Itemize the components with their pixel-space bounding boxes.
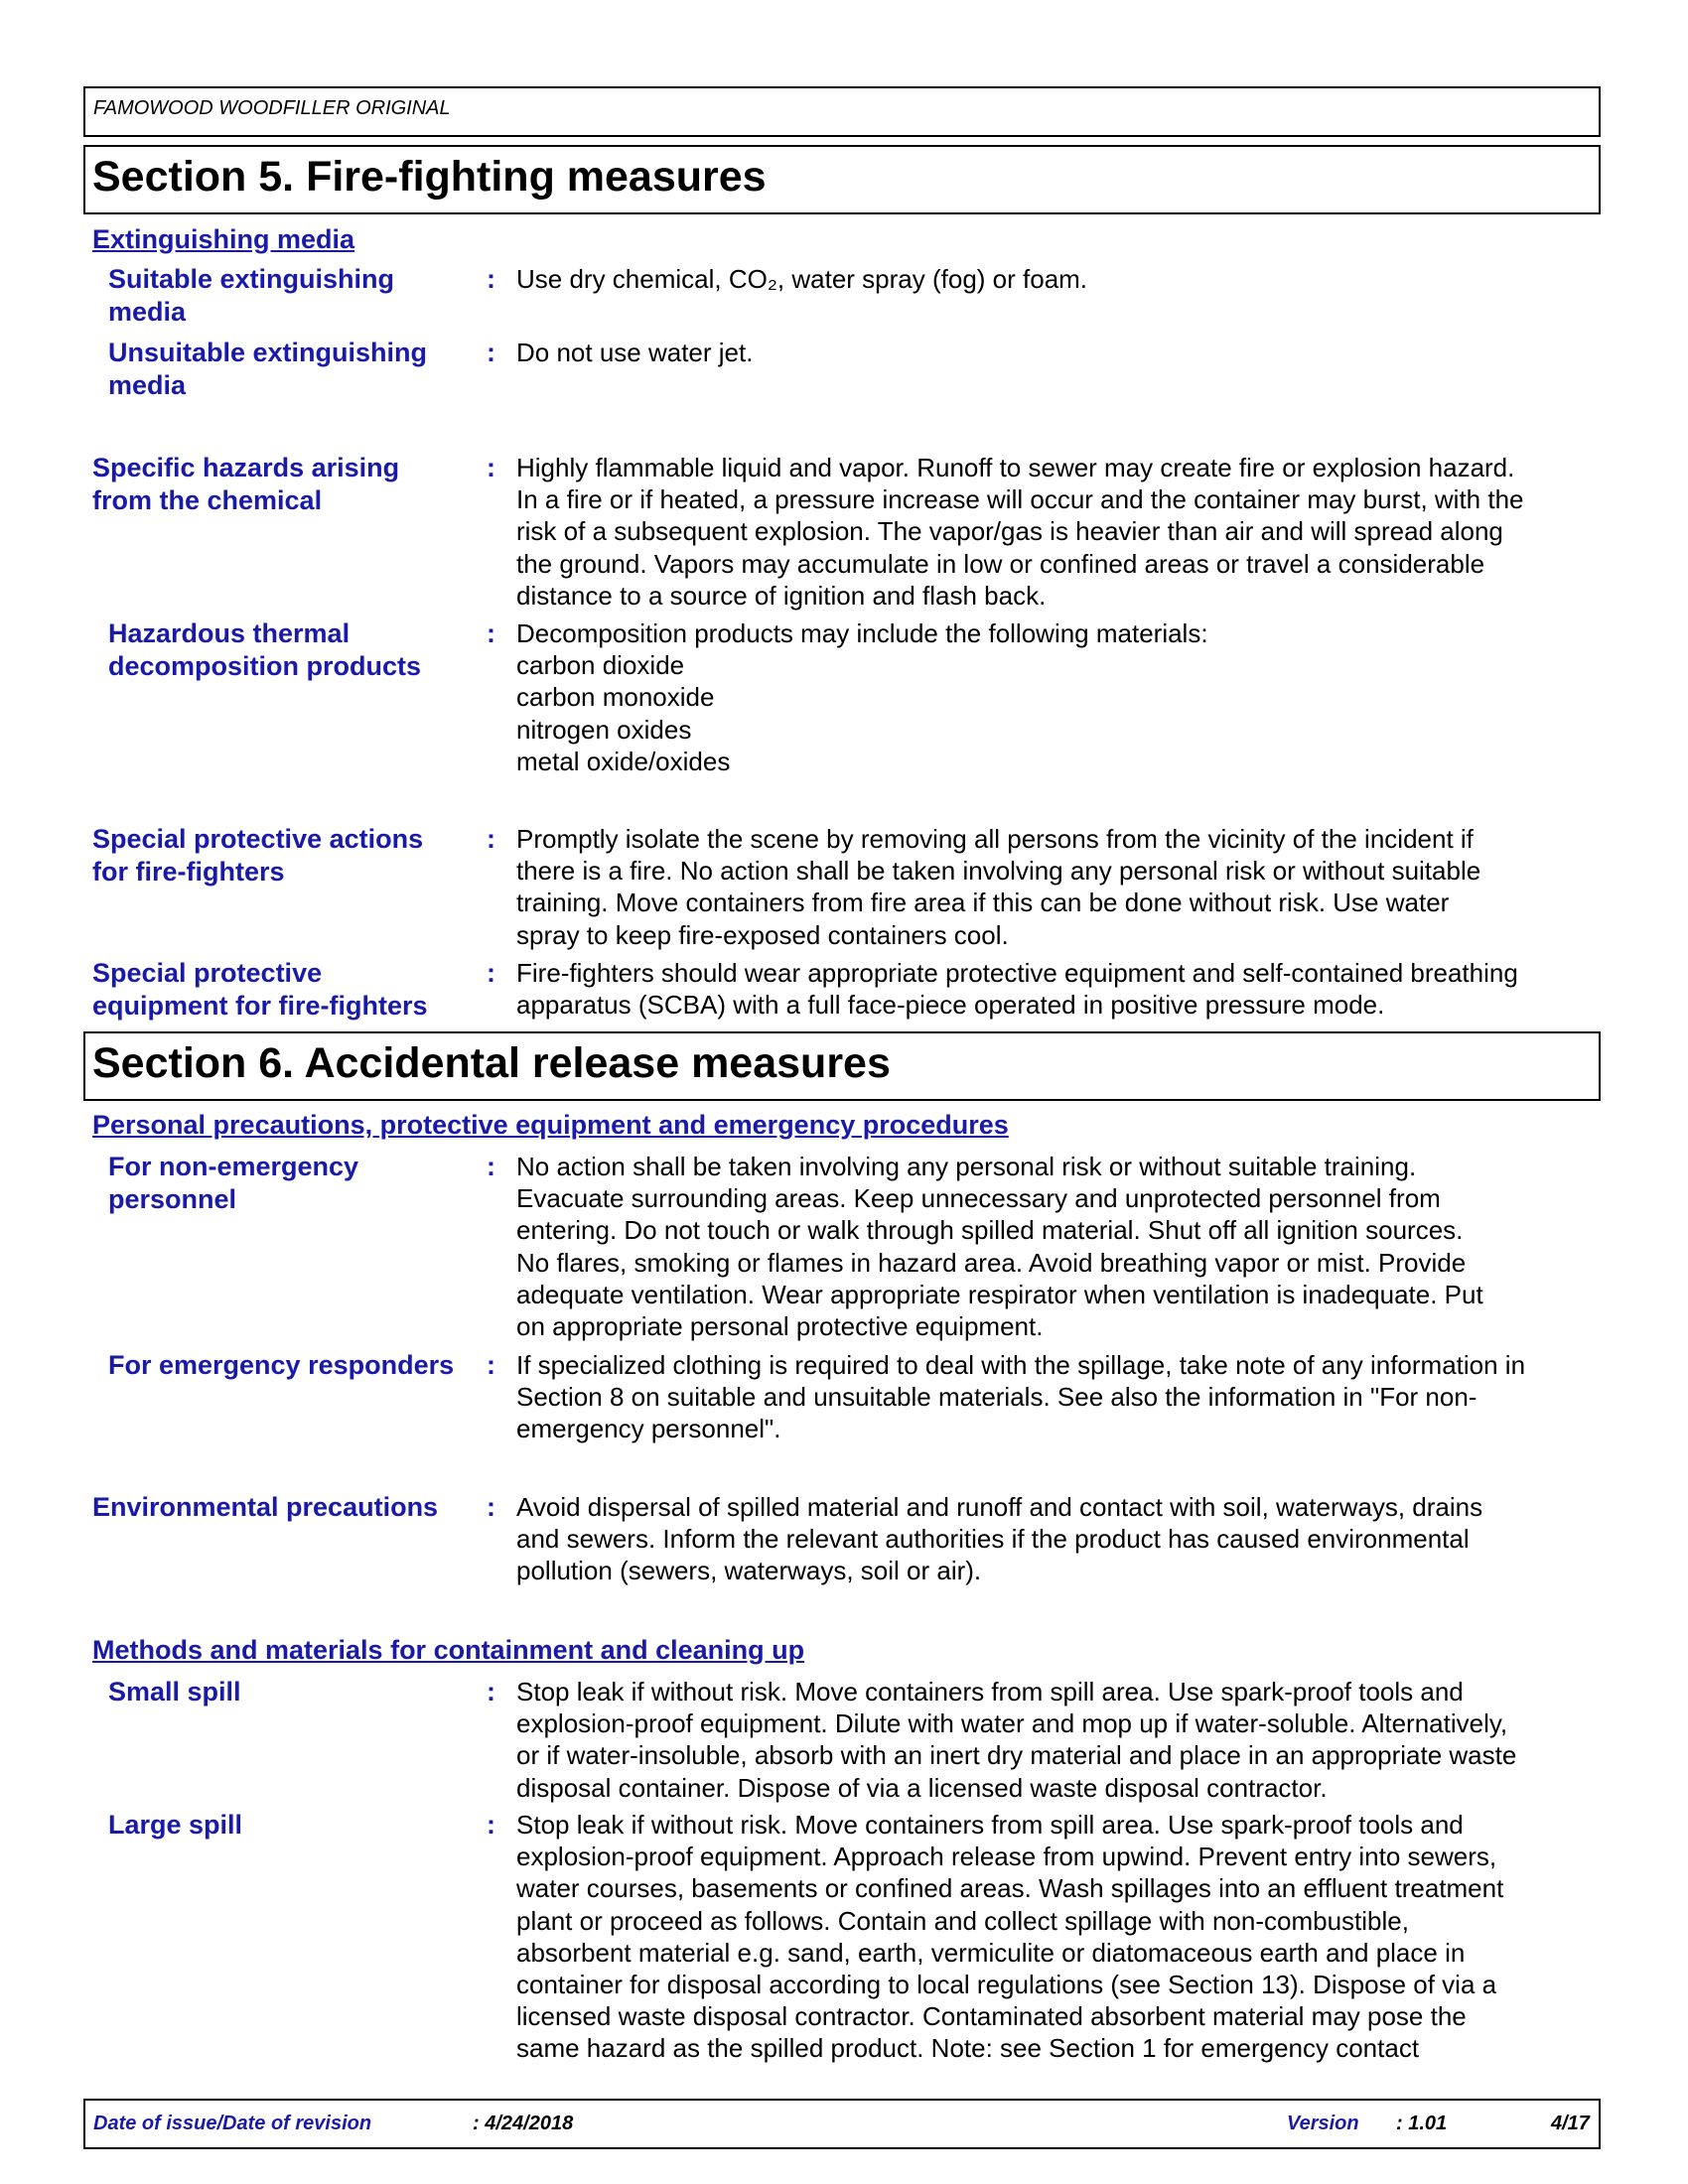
text-line: Do not use water jet. bbox=[516, 338, 754, 367]
text-line: Decomposition products may include the following materials: bbox=[516, 618, 1208, 648]
text-line: plant or proceed as follows. Contain and collect spillage with non-combustible, bbox=[516, 1905, 1409, 1936]
colon: : bbox=[487, 338, 495, 367]
field-label bbox=[108, 1676, 476, 1708]
text-line: disposal container. Dispose of via a licensed waste disposal contractor. bbox=[516, 1772, 1328, 1803]
text-line: explosion-proof equipment. Dilute with water and mop up if water-soluble. Alternatively, bbox=[516, 1708, 1508, 1739]
text-line: for fire-fighters bbox=[92, 857, 285, 887]
text-line: risk of a subsequent explosion. The vapor/gas is heavier than air and will spread along bbox=[516, 516, 1503, 547]
text-line: metal oxide/oxides bbox=[516, 746, 731, 776]
field-label bbox=[108, 263, 476, 329]
colon: : bbox=[487, 824, 495, 854]
colon: : bbox=[487, 1350, 495, 1380]
text-line: and sewers. Inform the relevant authorities if the product has caused environmental bbox=[516, 1524, 1470, 1555]
field-value bbox=[516, 957, 1609, 1021]
date-label: Date of issue/Date of revision bbox=[93, 2113, 372, 2134]
text-line: same hazard as the spilled product. Note: see Section 1 for emergency contact bbox=[516, 2033, 1420, 2064]
section-5-title: Section 5. Fire-fighting measures bbox=[92, 153, 767, 201]
field-value bbox=[516, 1491, 1609, 1587]
text-line: Unsuitable extinguishing bbox=[108, 338, 428, 367]
product-header bbox=[83, 86, 1601, 137]
version-value: : 1.01 bbox=[1396, 2113, 1448, 2134]
text-line: entering. Do not touch or walk through spilled material. Shut off all ignition sources. bbox=[516, 1215, 1464, 1246]
field-value bbox=[516, 1809, 1609, 2065]
text-line: licensed waste disposal contractor. Contaminated absorbent material may pose the bbox=[516, 2001, 1467, 2032]
text-line: Highly flammable liquid and vapor. Runoff to sewer may create fire or explosion hazard. bbox=[516, 453, 1515, 482]
section-5-header bbox=[83, 145, 1601, 214]
field-value bbox=[516, 1676, 1609, 1804]
field-label bbox=[108, 1349, 486, 1382]
text-line: distance to a source of ignition and flash back. bbox=[516, 580, 1047, 611]
text-line: emergency personnel". bbox=[516, 1414, 781, 1444]
text-line: adequate ventilation. Wear appropriate respirator when ventilation is inadequate. Put bbox=[516, 1279, 1483, 1309]
colon: : bbox=[487, 1810, 495, 1840]
field-label bbox=[108, 1809, 476, 1842]
page-number: 4/17 bbox=[1551, 2113, 1590, 2134]
text-line: Stop leak if without risk. Move containers from spill area. Use spark-proof tools and bbox=[516, 1810, 1464, 1840]
section-6-header bbox=[83, 1031, 1601, 1101]
field-value bbox=[516, 263, 1609, 295]
product-name: FAMOWOOD WOODFILLER ORIGINAL bbox=[93, 97, 451, 119]
colon: : bbox=[487, 958, 495, 988]
field-value bbox=[516, 452, 1609, 612]
colon: : bbox=[487, 264, 495, 294]
date-value: : 4/24/2018 bbox=[473, 2113, 574, 2134]
text-line: explosion-proof equipment. Approach release from upwind. Prevent entry into sewers, bbox=[516, 1842, 1497, 1872]
colon: : bbox=[487, 1677, 495, 1706]
text-line: No action shall be taken involving any personal risk or without suitable training. bbox=[516, 1152, 1417, 1181]
text-line: carbon monoxide bbox=[516, 682, 715, 713]
field-label bbox=[108, 337, 476, 402]
colon: : bbox=[487, 618, 495, 648]
field-label bbox=[108, 617, 476, 683]
text-line: decomposition products bbox=[108, 651, 422, 681]
colon: : bbox=[487, 453, 495, 482]
text-line: Promptly isolate the scene by removing all persons from the vicinity of the incident if bbox=[516, 824, 1474, 854]
text-line: For emergency responders bbox=[108, 1350, 455, 1380]
text-line: on appropriate personal protective equipment. bbox=[516, 1311, 1044, 1342]
text-line: apparatus (SCBA) with a full face-piece operated in positive pressure mode. bbox=[516, 990, 1385, 1021]
field-value bbox=[516, 1349, 1609, 1445]
version-label: Version bbox=[1287, 2113, 1359, 2134]
text-line: For non-emergency bbox=[108, 1152, 359, 1181]
text-line: the ground. Vapors may accumulate in low or confined areas or travel a considerable bbox=[516, 548, 1485, 579]
section-6-title: Section 6. Accidental release measures bbox=[92, 1039, 891, 1087]
text-line: Large spill bbox=[108, 1810, 243, 1840]
text-line: equipment for fire-fighters bbox=[92, 991, 428, 1021]
text-line: there is a fire. No action shall be taken involving any personal risk or without suitable bbox=[516, 856, 1481, 887]
text-line: media bbox=[108, 370, 187, 400]
text-line: Hazardous thermal bbox=[108, 618, 351, 648]
text-line: container for disposal according to local regulations (see Section 13). Dispose of via a bbox=[516, 1970, 1497, 2000]
field-label bbox=[92, 452, 490, 517]
field-value bbox=[516, 617, 1609, 777]
text-line: Use dry chemical, CO₂, water spray (fog) or foam. bbox=[516, 264, 1088, 294]
text-line: nitrogen oxides bbox=[516, 714, 692, 745]
field-value bbox=[516, 337, 1609, 368]
personal-precautions-heading: Personal precautions, protective equipment and emergency procedures bbox=[92, 1110, 1009, 1140]
field-label bbox=[92, 957, 490, 1023]
text-line: Avoid dispersal of spilled material and runoff and contact with soil, waterways, drains bbox=[516, 1492, 1483, 1522]
text-line: water courses, basements or confined areas. Wash spillages into an effluent treatment bbox=[516, 1873, 1504, 1904]
text-line: Evacuate surrounding areas. Keep unnecessary and unprotected personnel from bbox=[516, 1183, 1441, 1214]
field-value bbox=[516, 823, 1609, 951]
text-line: Small spill bbox=[108, 1677, 241, 1706]
text-line: media bbox=[108, 297, 187, 327]
text-line: Environmental precautions bbox=[92, 1492, 439, 1522]
text-line: Special protective actions bbox=[92, 824, 424, 854]
text-line: Stop leak if without risk. Move containers from spill area. Use spark-proof tools and bbox=[516, 1677, 1464, 1706]
text-line: Special protective bbox=[92, 958, 323, 988]
text-line: In a fire or if heated, a pressure increase will occur and the container may burst, with the bbox=[516, 484, 1524, 515]
text-line: No flares, smoking or flames in hazard area. Avoid breathing vapor or mist. Provide bbox=[516, 1247, 1467, 1278]
colon: : bbox=[487, 1492, 495, 1522]
text-line: If specialized clothing is required to deal with the spillage, take note of any information in bbox=[516, 1350, 1526, 1380]
text-line: spray to keep fire-exposed containers cool. bbox=[516, 919, 1009, 950]
field-label bbox=[92, 1491, 490, 1524]
text-line: absorbent material e.g. sand, earth, vermiculite or diatomaceous earth and place in bbox=[516, 1937, 1466, 1968]
methods-heading: Methods and materials for containment and cleaning up bbox=[92, 1635, 805, 1665]
field-value bbox=[516, 1151, 1609, 1342]
text-line: Specific hazards arising bbox=[92, 453, 400, 482]
text-line: Section 8 on suitable and unsuitable materials. See also the information in "For non- bbox=[516, 1382, 1477, 1413]
text-line: Suitable extinguishing bbox=[108, 264, 395, 294]
text-line: Fire-fighters should wear appropriate protective equipment and self-contained breathing bbox=[516, 958, 1518, 988]
page-footer bbox=[83, 2099, 1601, 2149]
text-line: or if water-insoluble, absorb with an inert dry material and place in an appropriate waste bbox=[516, 1740, 1517, 1771]
extinguishing-media-heading: Extinguishing media bbox=[92, 224, 355, 254]
text-line: from the chemical bbox=[92, 485, 323, 515]
field-label bbox=[108, 1151, 476, 1216]
text-line: training. Move containers from fire area if this can be done without risk. Use water bbox=[516, 887, 1450, 918]
colon: : bbox=[487, 1152, 495, 1181]
field-label bbox=[92, 823, 490, 888]
text-line: pollution (sewers, waterways, soil or air). bbox=[516, 1556, 982, 1586]
text-line: carbon dioxide bbox=[516, 650, 685, 681]
text-line: personnel bbox=[108, 1184, 237, 1214]
